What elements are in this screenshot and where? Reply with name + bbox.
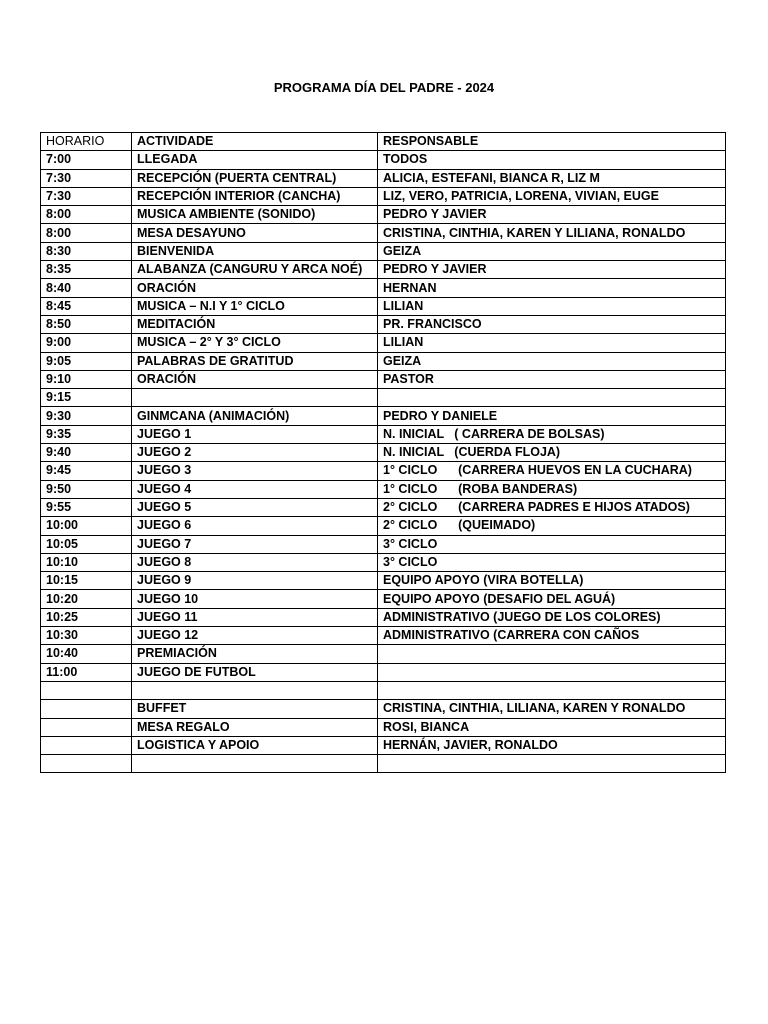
activity-cell: MEDITACIÓN — [132, 315, 378, 333]
activity-cell: BIENVENIDA — [132, 242, 378, 260]
activity-cell: LLEGADA — [132, 151, 378, 169]
responsible-cell: LILIAN — [378, 334, 726, 352]
activity-cell: JUEGO DE FUTBOL — [132, 663, 378, 681]
table-row — [41, 627, 726, 645]
responsible-cell: N. INICIAL (CUERDA FLOJA) — [378, 444, 726, 462]
activity-cell: GINMCANA (ANIMACIÓN) — [132, 407, 378, 425]
table-row — [41, 498, 726, 516]
table-row — [41, 224, 726, 242]
time-cell: 8:00 — [41, 206, 132, 224]
page-title: PROGRAMA DÍA DEL PADRE - 2024 — [273, 80, 495, 95]
time-cell: 8:00 — [41, 224, 132, 242]
schedule-body — [41, 151, 726, 773]
responsible-cell: 3° CICLO — [378, 535, 726, 553]
responsible-cell: LILIAN — [378, 297, 726, 315]
activity-cell: MUSICA – 2° Y 3° CICLO — [132, 334, 378, 352]
responsible-cell: 1° CICLO (ROBA BANDERAS) — [378, 480, 726, 498]
responsible-cell — [378, 681, 726, 699]
time-cell: 9:05 — [41, 352, 132, 370]
time-cell: 11:00 — [41, 663, 132, 681]
table-row — [41, 370, 726, 388]
table-header-row — [41, 133, 726, 151]
responsible-cell: 2° CICLO (QUEIMADO) — [378, 517, 726, 535]
table-row — [41, 352, 726, 370]
table-row — [41, 169, 726, 187]
activity-cell: MUSICA AMBIENTE (SONIDO) — [132, 206, 378, 224]
activity-cell: PALABRAS DE GRATITUD — [132, 352, 378, 370]
time-cell: 9:45 — [41, 462, 132, 480]
activity-cell — [132, 681, 378, 699]
time-cell: 9:40 — [41, 444, 132, 462]
activity-cell — [132, 755, 378, 773]
responsible-cell — [378, 755, 726, 773]
activity-cell: JUEGO 9 — [132, 572, 378, 590]
activity-cell: RECEPCIÓN INTERIOR (CANCHA) — [132, 187, 378, 205]
responsible-cell: PEDRO Y DANIELE — [378, 407, 726, 425]
activity-cell: MESA REGALO — [132, 718, 378, 736]
activity-cell: PREMIACIÓN — [132, 645, 378, 663]
responsible-cell: TODOS — [378, 151, 726, 169]
table-row — [41, 407, 726, 425]
activity-cell: JUEGO 4 — [132, 480, 378, 498]
responsible-cell: CRISTINA, CINTHIA, KAREN Y LILIANA, RONALDO — [378, 224, 726, 242]
responsible-cell: EQUIPO APOYO (DESAFIO DEL AGUÁ) — [378, 590, 726, 608]
time-cell: 9:50 — [41, 480, 132, 498]
time-cell — [41, 681, 132, 699]
table-row — [41, 608, 726, 626]
responsible-cell: HERNÁN, JAVIER, RONALDO — [378, 736, 726, 754]
responsible-cell: LIZ, VERO, PATRICIA, LORENA, VIVIAN, EUGE — [378, 187, 726, 205]
schedule-table — [40, 132, 726, 773]
time-cell: 7:30 — [41, 187, 132, 205]
responsible-cell: GEIZA — [378, 242, 726, 260]
table-row — [41, 590, 726, 608]
responsible-cell: GEIZA — [378, 352, 726, 370]
header-actividade: ACTIVIDADE — [132, 133, 378, 151]
time-cell: 8:35 — [41, 261, 132, 279]
time-cell: 9:15 — [41, 389, 132, 407]
table-row — [41, 151, 726, 169]
responsible-cell: PASTOR — [378, 370, 726, 388]
table-row — [41, 462, 726, 480]
responsible-cell: 1° CICLO (CARRERA HUEVOS EN LA CUCHARA) — [378, 462, 726, 480]
time-cell: 9:10 — [41, 370, 132, 388]
activity-cell: ORACIÓN — [132, 279, 378, 297]
table-row — [41, 444, 726, 462]
activity-cell: JUEGO 7 — [132, 535, 378, 553]
responsible-cell — [378, 663, 726, 681]
responsible-cell: PR. FRANCISCO — [378, 315, 726, 333]
table-row — [41, 261, 726, 279]
table-row — [41, 681, 726, 699]
time-cell: 9:30 — [41, 407, 132, 425]
table-row — [41, 425, 726, 443]
responsible-cell — [378, 645, 726, 663]
table-row — [41, 297, 726, 315]
responsible-cell: ROSI, BIANCA — [378, 718, 726, 736]
time-cell: 10:20 — [41, 590, 132, 608]
responsible-cell: EQUIPO APOYO (VIRA BOTELLA) — [378, 572, 726, 590]
time-cell: 10:05 — [41, 535, 132, 553]
table-row — [41, 736, 726, 754]
table-row — [41, 663, 726, 681]
table-row — [41, 334, 726, 352]
table-row — [41, 315, 726, 333]
header-horario: HORARIO — [41, 133, 132, 151]
responsible-cell: 2° CICLO (CARRERA PADRES E HIJOS ATADOS) — [378, 498, 726, 516]
activity-cell: JUEGO 2 — [132, 444, 378, 462]
responsible-cell: 3° CICLO — [378, 553, 726, 571]
responsible-cell: ADMINISTRATIVO (JUEGO DE LOS COLORES) — [378, 608, 726, 626]
time-cell: 10:40 — [41, 645, 132, 663]
time-cell — [41, 755, 132, 773]
activity-cell: MUSICA – N.I Y 1° CICLO — [132, 297, 378, 315]
time-cell: 8:30 — [41, 242, 132, 260]
table-row — [41, 187, 726, 205]
table-row — [41, 389, 726, 407]
table-row — [41, 480, 726, 498]
activity-cell: JUEGO 10 — [132, 590, 378, 608]
time-cell: 10:15 — [41, 572, 132, 590]
responsible-cell: PEDRO Y JAVIER — [378, 206, 726, 224]
time-cell: 8:45 — [41, 297, 132, 315]
table-row — [41, 535, 726, 553]
header-responsable: RESPONSABLE — [378, 133, 726, 151]
activity-cell: JUEGO 12 — [132, 627, 378, 645]
table-row — [41, 645, 726, 663]
activity-cell: ALABANZA (CANGURU Y ARCA NOÉ) — [132, 261, 378, 279]
table-row — [41, 206, 726, 224]
time-cell: 10:25 — [41, 608, 132, 626]
activity-cell: JUEGO 3 — [132, 462, 378, 480]
table-row — [41, 553, 726, 571]
time-cell: 9:55 — [41, 498, 132, 516]
activity-cell: JUEGO 8 — [132, 553, 378, 571]
time-cell: 7:30 — [41, 169, 132, 187]
table-row — [41, 572, 726, 590]
activity-cell: RECEPCIÓN (PUERTA CENTRAL) — [132, 169, 378, 187]
responsible-cell: ADMINISTRATIVO (CARRERA CON CAÑOS — [378, 627, 726, 645]
activity-cell: LOGISTICA Y APOIO — [132, 736, 378, 754]
time-cell: 9:35 — [41, 425, 132, 443]
table-row — [41, 755, 726, 773]
table-row — [41, 242, 726, 260]
responsible-cell: HERNAN — [378, 279, 726, 297]
responsible-cell — [378, 389, 726, 407]
time-cell — [41, 718, 132, 736]
activity-cell: MESA DESAYUNO — [132, 224, 378, 242]
time-cell: 8:50 — [41, 315, 132, 333]
time-cell: 7:00 — [41, 151, 132, 169]
activity-cell: JUEGO 11 — [132, 608, 378, 626]
table-row — [41, 700, 726, 718]
time-cell: 8:40 — [41, 279, 132, 297]
time-cell — [41, 736, 132, 754]
time-cell: 10:30 — [41, 627, 132, 645]
activity-cell: JUEGO 6 — [132, 517, 378, 535]
time-cell: 9:00 — [41, 334, 132, 352]
activity-cell — [132, 389, 378, 407]
time-cell: 10:10 — [41, 553, 132, 571]
table-row — [41, 279, 726, 297]
activity-cell: JUEGO 1 — [132, 425, 378, 443]
responsible-cell: PEDRO Y JAVIER — [378, 261, 726, 279]
activity-cell: ORACIÓN — [132, 370, 378, 388]
time-cell — [41, 700, 132, 718]
activity-cell: JUEGO 5 — [132, 498, 378, 516]
activity-cell: BUFFET — [132, 700, 378, 718]
table-row — [41, 718, 726, 736]
responsible-cell: ALICIA, ESTEFANI, BIANCA R, LIZ M — [378, 169, 726, 187]
table-row — [41, 517, 726, 535]
responsible-cell: CRISTINA, CINTHIA, LILIANA, KAREN Y RONALDO — [378, 700, 726, 718]
time-cell: 10:00 — [41, 517, 132, 535]
responsible-cell: N. INICIAL ( CARRERA DE BOLSAS) — [378, 425, 726, 443]
